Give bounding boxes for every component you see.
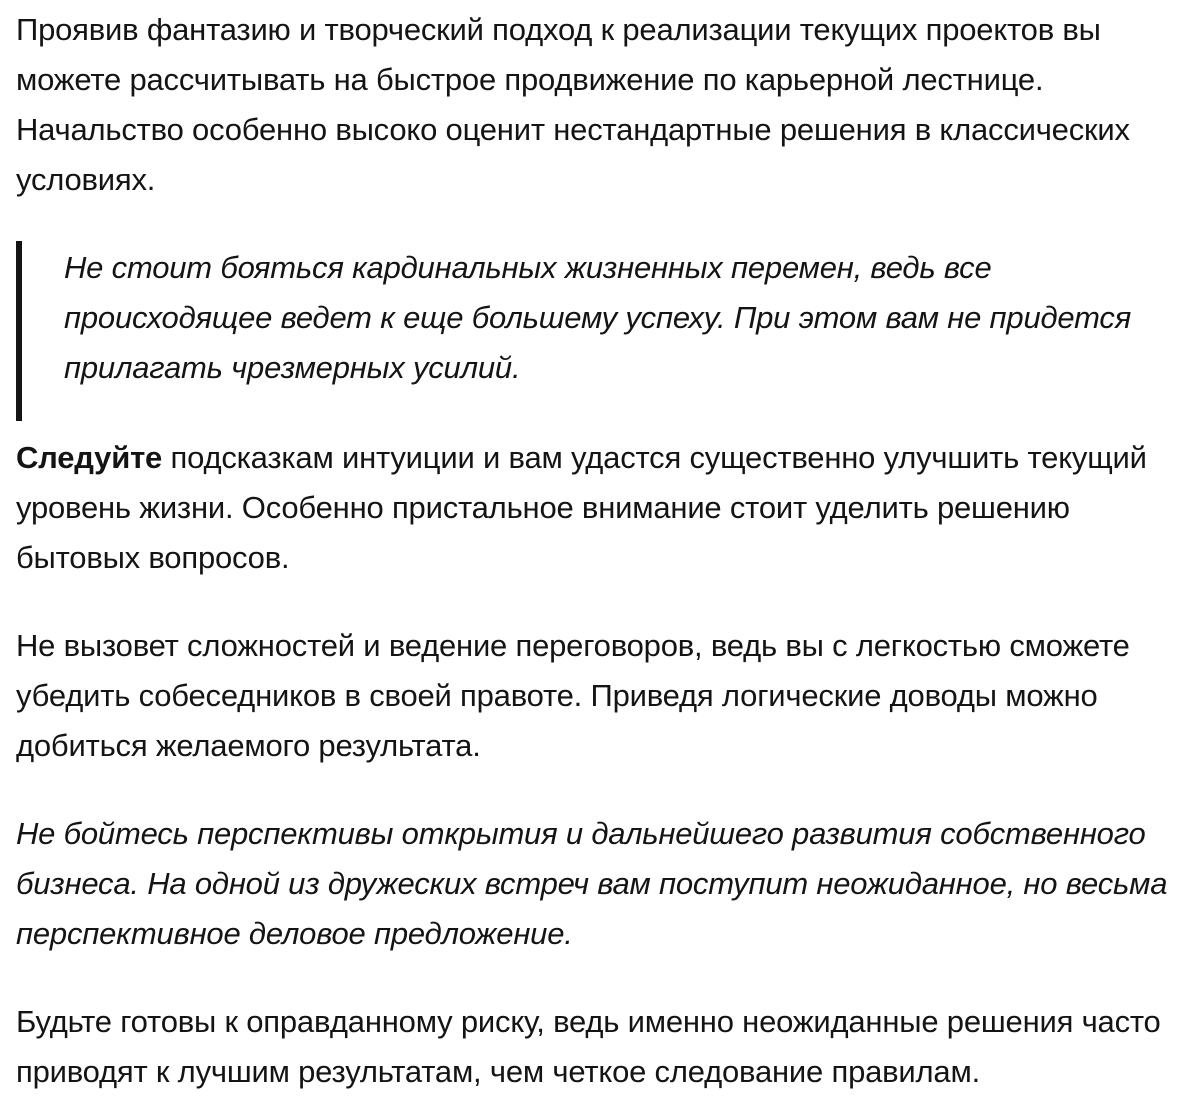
paragraph-intuition-text: подсказкам интуиции и вам удастся существенно улучшить текущий уровень жизни. Особенно пристальное внимание стоит уделить решению бытовых вопросов. xyxy=(16,440,1147,575)
paragraph-intuition-bold: Следуйте xyxy=(16,440,163,475)
paragraph-intuition xyxy=(16,433,1186,583)
blockquote-changes xyxy=(16,241,1186,421)
paragraph-negotiations: Не вызовет сложностей и ведение переговоров, ведь вы с легкостью сможете убедить собеседников в своей правоте. Приведя логические доводы можно добиться желаемого результата. xyxy=(16,628,1130,763)
paragraph-business: Не бойтесь перспективы открытия и дальнейшего развития собственного бизнеса. На одной из дружеских встреч вам поступит неожиданное, но весьма перспективное деловое предложение. xyxy=(16,816,1168,951)
paragraph-risk: Будьте готовы к оправданному риску, ведь именно неожиданные решения часто приводят к лучшим результатам, чем четкое следование правилам. xyxy=(16,1004,1161,1089)
blockquote-text: Не стоит бояться кардинальных жизненных перемен, ведь все происходящее ведет к еще большему успеху. При этом вам не придется прилагать чрезмерных усилий. xyxy=(64,250,1132,385)
article-body xyxy=(16,5,1186,1097)
paragraph-career: Проявив фантазию и творческий подход к реализации текущих проектов вы можете рассчитывать на быстрое продвижение по карьерной лестнице. Начальство особенно высоко оценит нестандартные решения в классических условиях. xyxy=(16,12,1130,197)
